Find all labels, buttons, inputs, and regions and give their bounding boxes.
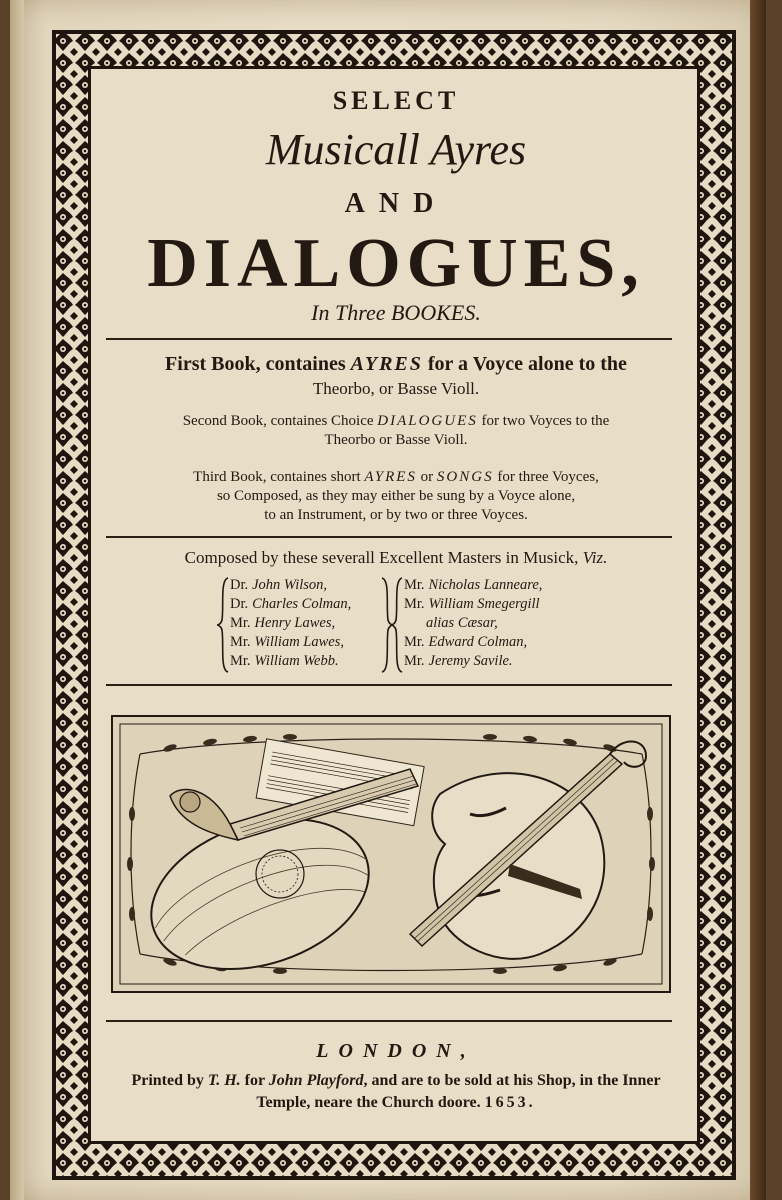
- instruments-engraving: [110, 714, 672, 994]
- composer-name: Henry Lawes,: [254, 615, 336, 631]
- title-page: [10, 0, 766, 1200]
- second-book-description: [92, 412, 700, 450]
- first-book-line2: Theorbo, or Basse Violl.: [312, 379, 480, 398]
- imprint-printed-suffix: , and are to be sold at his Shop, in the Inner: [363, 1072, 661, 1089]
- composers-viz: Viz.: [582, 548, 608, 567]
- first-book-emph: AYRES: [350, 353, 423, 375]
- composer-title: Mr.: [404, 577, 425, 593]
- composer-name: Jeremy Savile.: [428, 653, 513, 669]
- title-dialogues: DIALOGUES,: [147, 225, 645, 302]
- composer-entry: [230, 576, 351, 595]
- composer-entry: [230, 633, 351, 652]
- composer-name: alias Cæsar,: [426, 615, 498, 631]
- imprint-for: for: [244, 1072, 265, 1089]
- left-brace-icon: [216, 576, 230, 674]
- composer-name: William Lawes,: [254, 634, 344, 650]
- composer-entry: [230, 595, 351, 614]
- rule-divider: [106, 338, 672, 340]
- composer-name: William Smegergill: [428, 596, 540, 612]
- second-book-prefix: Second Book, containes Choice: [182, 413, 374, 429]
- composer-title: Mr.: [230, 615, 251, 631]
- rule-divider: [106, 1020, 672, 1022]
- title-three-books: In Three BOOKES.: [311, 300, 481, 325]
- third-book-emph: AYRES: [364, 469, 417, 485]
- first-book-suffix: for a Voyce alone to the: [427, 353, 627, 375]
- third-book-emph2: SONGS: [436, 469, 494, 485]
- composer-entry: [404, 595, 542, 614]
- composers-right-column: [404, 576, 542, 671]
- composer-entry: [404, 614, 542, 633]
- composers-heading-text: Composed by these severall Excellent Masters in Musick,: [184, 548, 579, 567]
- first-book-prefix: First Book, containes: [165, 353, 346, 375]
- rule-divider: [106, 536, 672, 538]
- rule-divider: [106, 684, 672, 686]
- third-book-description: [92, 468, 700, 525]
- composers-left-column: [230, 576, 351, 671]
- imprint-printer-initials: T. H.: [207, 1072, 241, 1089]
- imprint-line2: Temple, neare the Church doore.: [256, 1094, 481, 1111]
- composers-heading: [92, 548, 700, 568]
- third-book-suffix: for three Voyces,: [497, 469, 599, 485]
- composer-name: Nicholas Lanneare,: [428, 577, 543, 593]
- composer-title: Mr.: [404, 634, 425, 650]
- first-book-description: [92, 352, 700, 401]
- composer-name: Charles Colman,: [252, 596, 352, 612]
- second-book-line2: Theorbo or Basse Violl.: [324, 432, 468, 448]
- composer-entry: [404, 633, 542, 652]
- third-book-mid: or: [420, 469, 434, 485]
- composer-entry: [404, 652, 542, 671]
- composer-title: Dr.: [230, 577, 249, 593]
- second-book-emph: DIALOGUES: [377, 413, 478, 429]
- composer-title: Mr.: [230, 634, 251, 650]
- composer-entry: [404, 576, 542, 595]
- third-book-line3: to an Instrument, or by two or three Voyces.: [264, 507, 528, 523]
- composer-title: Dr.: [230, 596, 249, 612]
- imprint-publisher: John Playford: [268, 1072, 364, 1089]
- composer-title: Mr.: [404, 653, 425, 669]
- imprint-city: LONDON,: [316, 1040, 476, 1062]
- third-book-line2: so Composed, as they may either be sung by a Voyce alone,: [216, 488, 576, 504]
- double-brace-icon: [380, 576, 404, 674]
- composer-name: William Webb.: [254, 653, 339, 669]
- composer-entry: [230, 652, 351, 671]
- composer-entry: [230, 614, 351, 633]
- composers-list: [212, 576, 612, 676]
- second-book-suffix: for two Voyces to the: [481, 413, 610, 429]
- third-book-prefix: Third Book, containes short: [193, 469, 361, 485]
- composer-name: John Wilson,: [252, 577, 328, 593]
- book-binding-edge: [750, 0, 766, 1200]
- imprint-printer: [82, 1070, 710, 1114]
- imprint-year: 1653.: [484, 1094, 536, 1111]
- title-block: [92, 72, 700, 1118]
- imprint-printed-prefix: Printed by: [131, 1072, 204, 1089]
- composer-title: Mr.: [404, 596, 425, 612]
- composer-name: Edward Colman,: [428, 634, 528, 650]
- composer-title: Mr.: [230, 653, 251, 669]
- title-and: AND: [344, 188, 448, 219]
- title-select: SELECT: [332, 86, 460, 115]
- facing-page-edge: [10, 0, 24, 1200]
- title-musicall-ayres: Musicall Ayres: [265, 125, 527, 174]
